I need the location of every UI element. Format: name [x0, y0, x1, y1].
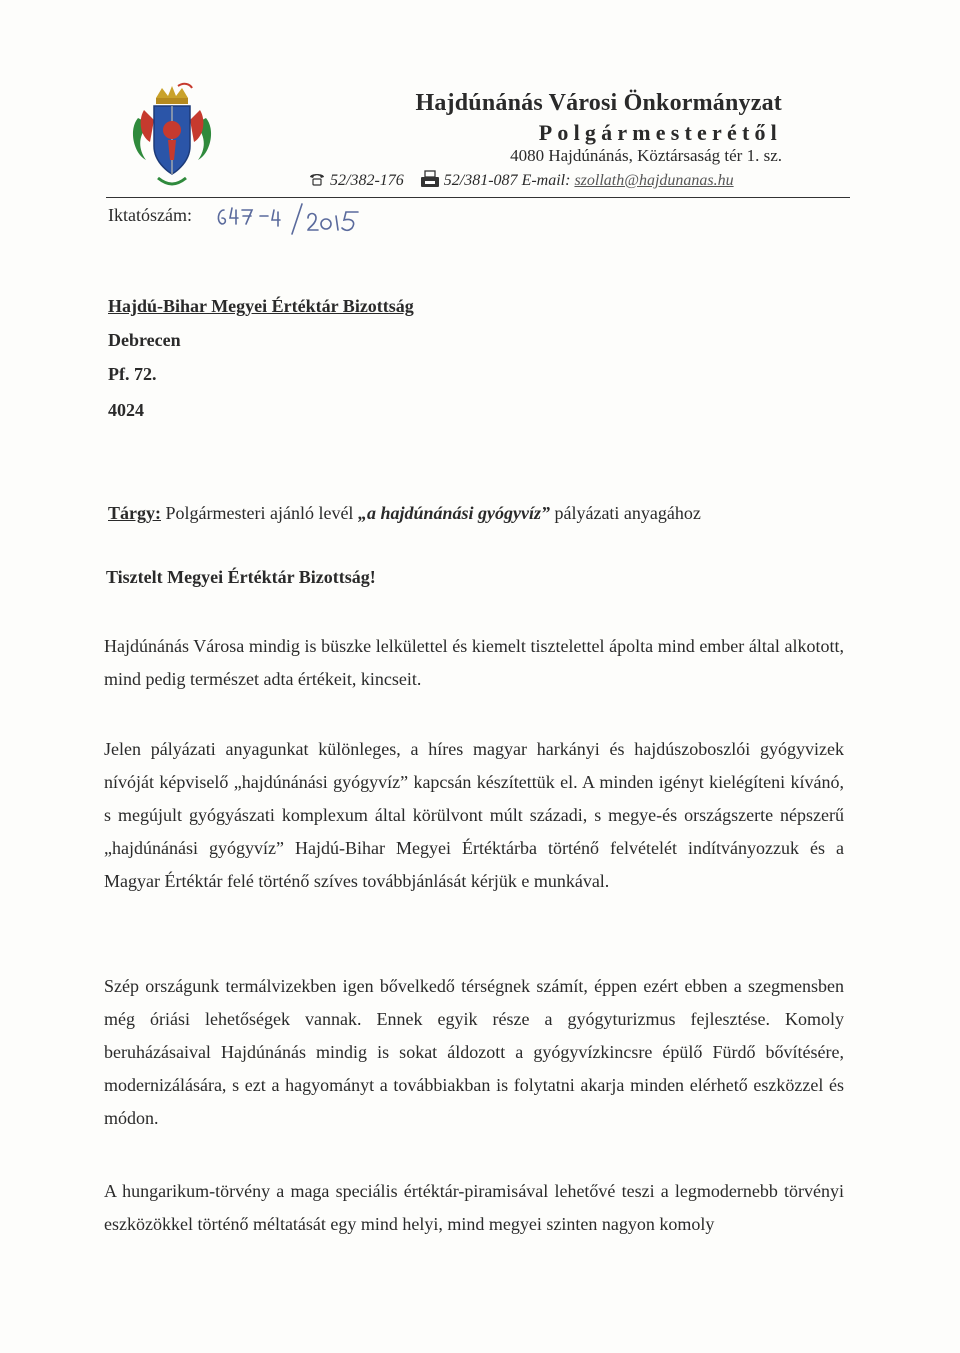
organization-address: 4080 Hajdúnánás, Köztársaság tér 1. sz. [510, 146, 782, 165]
contact-line [308, 170, 734, 193]
email-link[interactable]: szollath@hajdunanas.hu [574, 172, 734, 190]
recipient-city: Debrecen [108, 330, 181, 350]
fax-icon [420, 170, 440, 193]
salutation: Tisztelt Megyei Értéktár Bizottság! [106, 567, 376, 587]
handwritten-registration-number [212, 196, 372, 238]
email-label: E-mail: [521, 172, 571, 190]
recipient-po-box: Pf. 72. [108, 364, 157, 384]
body-paragraph: Szép országunk termálvizekben igen bővelkedő térségnek számít, éppen ezért ebben a szegmensben még óriási lehetőségek vannak. Ennek egyik része a gyógyturizmus fejlesztése. Komoly beruházásaival Hajdúnánás mindig is sokat áldozott a gyógyvízkincsre épülő Fürdő bővítésére, modernizálására, s ezt a hagyományt a továbbiakban is folytatni akarja minden elérhető eszközzel és módon. [104, 976, 844, 1128]
subject-text-after: pályázati anyagához [554, 503, 701, 523]
subject-topic: „a hajdúnánási gyógyvíz” [357, 503, 550, 523]
recipient-name: Hajdú-Bihar Megyei Értéktár Bizottság [108, 296, 414, 316]
office-title: Polgármesterétől [538, 120, 782, 145]
telephone-icon [308, 172, 326, 191]
body-paragraph: Hajdúnánás Városa mindig is büszke lelkülettel és kiemelt tisztelettel ápolta mind ember által alkotott, mind pedig természet adta értékeit, kincseit. [104, 636, 844, 689]
registration-label: Iktatószám: [108, 205, 192, 225]
recipient-postcode: 4024 [108, 400, 144, 420]
body-paragraph: Jelen pályázati anyagunkat különleges, a híres magyar harkányi és hajdúszoboszlói gyógyvizek nívóját képviselő „hajdúnánási gyógyvíz” kapcsán készítettük el. A minden igényt kielégíteni kívánó, s megújult gyógyászati komplexum által körülvont múlt századi, s megye-és országszerte népszerű „hajdúnánási gyógyvíz” Hajdú-Bihar Megyei Értéktárba történő felvételét indítványozzuk és a Magyar Értéktár felé történő szíves továbbjánlását kérjük e munkával. [104, 739, 844, 891]
subject-label: Tárgy: [108, 503, 161, 523]
fax-number: 52/381-087 [443, 172, 518, 190]
subject-text-before: Polgármesteri ajánló levél [165, 503, 354, 523]
body-paragraph: A hungarikum-törvény a maga speciális értéktár-piramisával lehetővé teszi a legmodernebb törvényi eszközökkel történő méltatását egy mind helyi, mind megyei szinten nagyon komoly [104, 1181, 844, 1234]
subject-line [108, 503, 701, 524]
phone-number: 52/382-176 [330, 172, 404, 190]
organization-name: Hajdúnánás Városi Önkormányzat [415, 90, 782, 116]
coat-of-arms-icon [128, 80, 216, 192]
